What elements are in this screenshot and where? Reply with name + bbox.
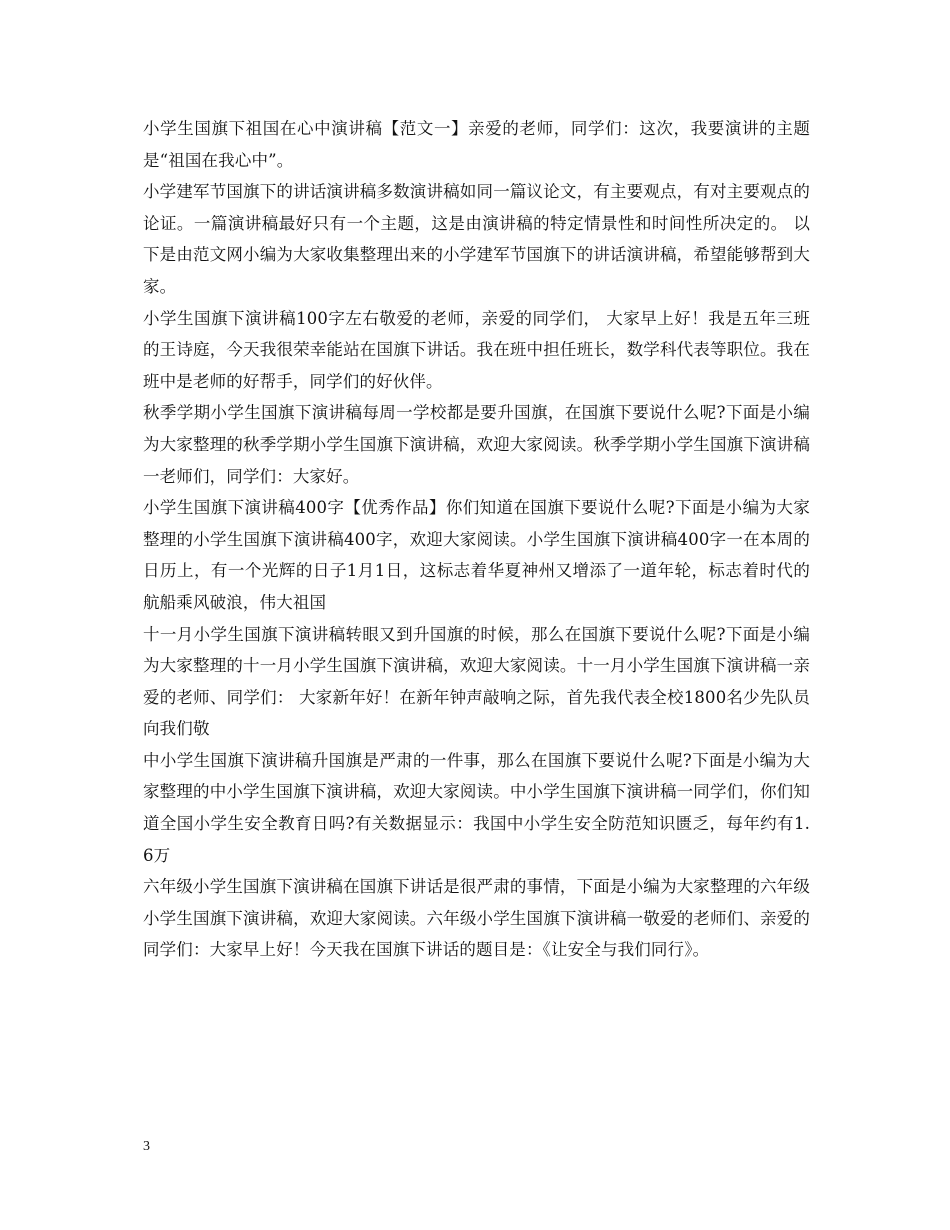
paragraph-8: 六年级小学生国旗下演讲稿在国旗下讲话是很严肃的事情，下面是小编为大家整理的六年级小学生国旗下演讲稿，欢迎大家阅读。六年级小学生国旗下演讲稿一敬爱的老师们、亲爱的同学们：大家早上好！今天我在国旗下讲话的题目是：《让安全与我们同行》。 bbox=[143, 877, 810, 960]
document-body bbox=[143, 113, 810, 966]
paragraph-4: 秋季学期小学生国旗下演讲稿每周一学校都是要升国旗，在国旗下要说什么呢?下面是小编为大家整理的秋季学期小学生国旗下演讲稿，欢迎大家阅读。秋季学期小学生国旗下演讲稿一老师们，同学们：大家好。 bbox=[143, 403, 810, 486]
paragraph-3: 小学生国旗下演讲稿100字左右敬爱的老师，亲爱的同学们， 大家早上好！我是五年三班的王诗庭，今天我很荣幸能站在国旗下讲话。我在班中担任班长，数学科代表等职位。我在班中是老师的好帮手，同学们的好伙伴。 bbox=[143, 308, 810, 391]
paragraph-5: 小学生国旗下演讲稿400字【优秀作品】你们知道在国旗下要说什么呢?下面是小编为大家整理的小学生国旗下演讲稿400字，欢迎大家阅读。小学生国旗下演讲稿400字一在本周的日历上，有一个光辉的日子1月1日，这标志着华夏神州又增添了一道年轮，标志着时代的航船乘风破浪，伟大祖国 bbox=[143, 498, 810, 612]
paragraph-6: 十一月小学生国旗下演讲稿转眼又到升国旗的时候，那么在国旗下要说什么呢?下面是小编为大家整理的十一月小学生国旗下演讲稿，欢迎大家阅读。十一月小学生国旗下演讲稿一亲爱的老师、同学们： 大家新年好！在新年钟声敲响之际，首先我代表全校1800名少先队员向我们敬 bbox=[143, 624, 810, 739]
paragraph-7: 中小学生国旗下演讲稿升国旗是严肃的一件事，那么在国旗下要说什么呢?下面是小编为大家整理的中小学生国旗下演讲稿，欢迎大家阅读。中小学生国旗下演讲稿一同学们，你们知道全国小学生安全教育日吗?有关数据显示：我国中小学生安全防范知识匮乏，每年约有1.6万 bbox=[143, 750, 810, 865]
page-number: 3 bbox=[143, 1139, 150, 1154]
paragraph-2: 小学建军节国旗下的讲话演讲稿多数演讲稿如同一篇议论文，有主要观点，有对主要观点的论证。一篇演讲稿最好只有一个主题，这是由演讲稿的特定情景性和时间性所决定的。 以下是由范文网小编为大家收集整理出来的小学建军节国旗下的讲话演讲稿，希望能够帮到大家。 bbox=[143, 182, 810, 296]
paragraph-1: 小学生国旗下祖国在心中演讲稿【范文一】亲爱的老师，同学们：这次，我要演讲的主题是“祖国在我心中”。 bbox=[143, 119, 810, 170]
